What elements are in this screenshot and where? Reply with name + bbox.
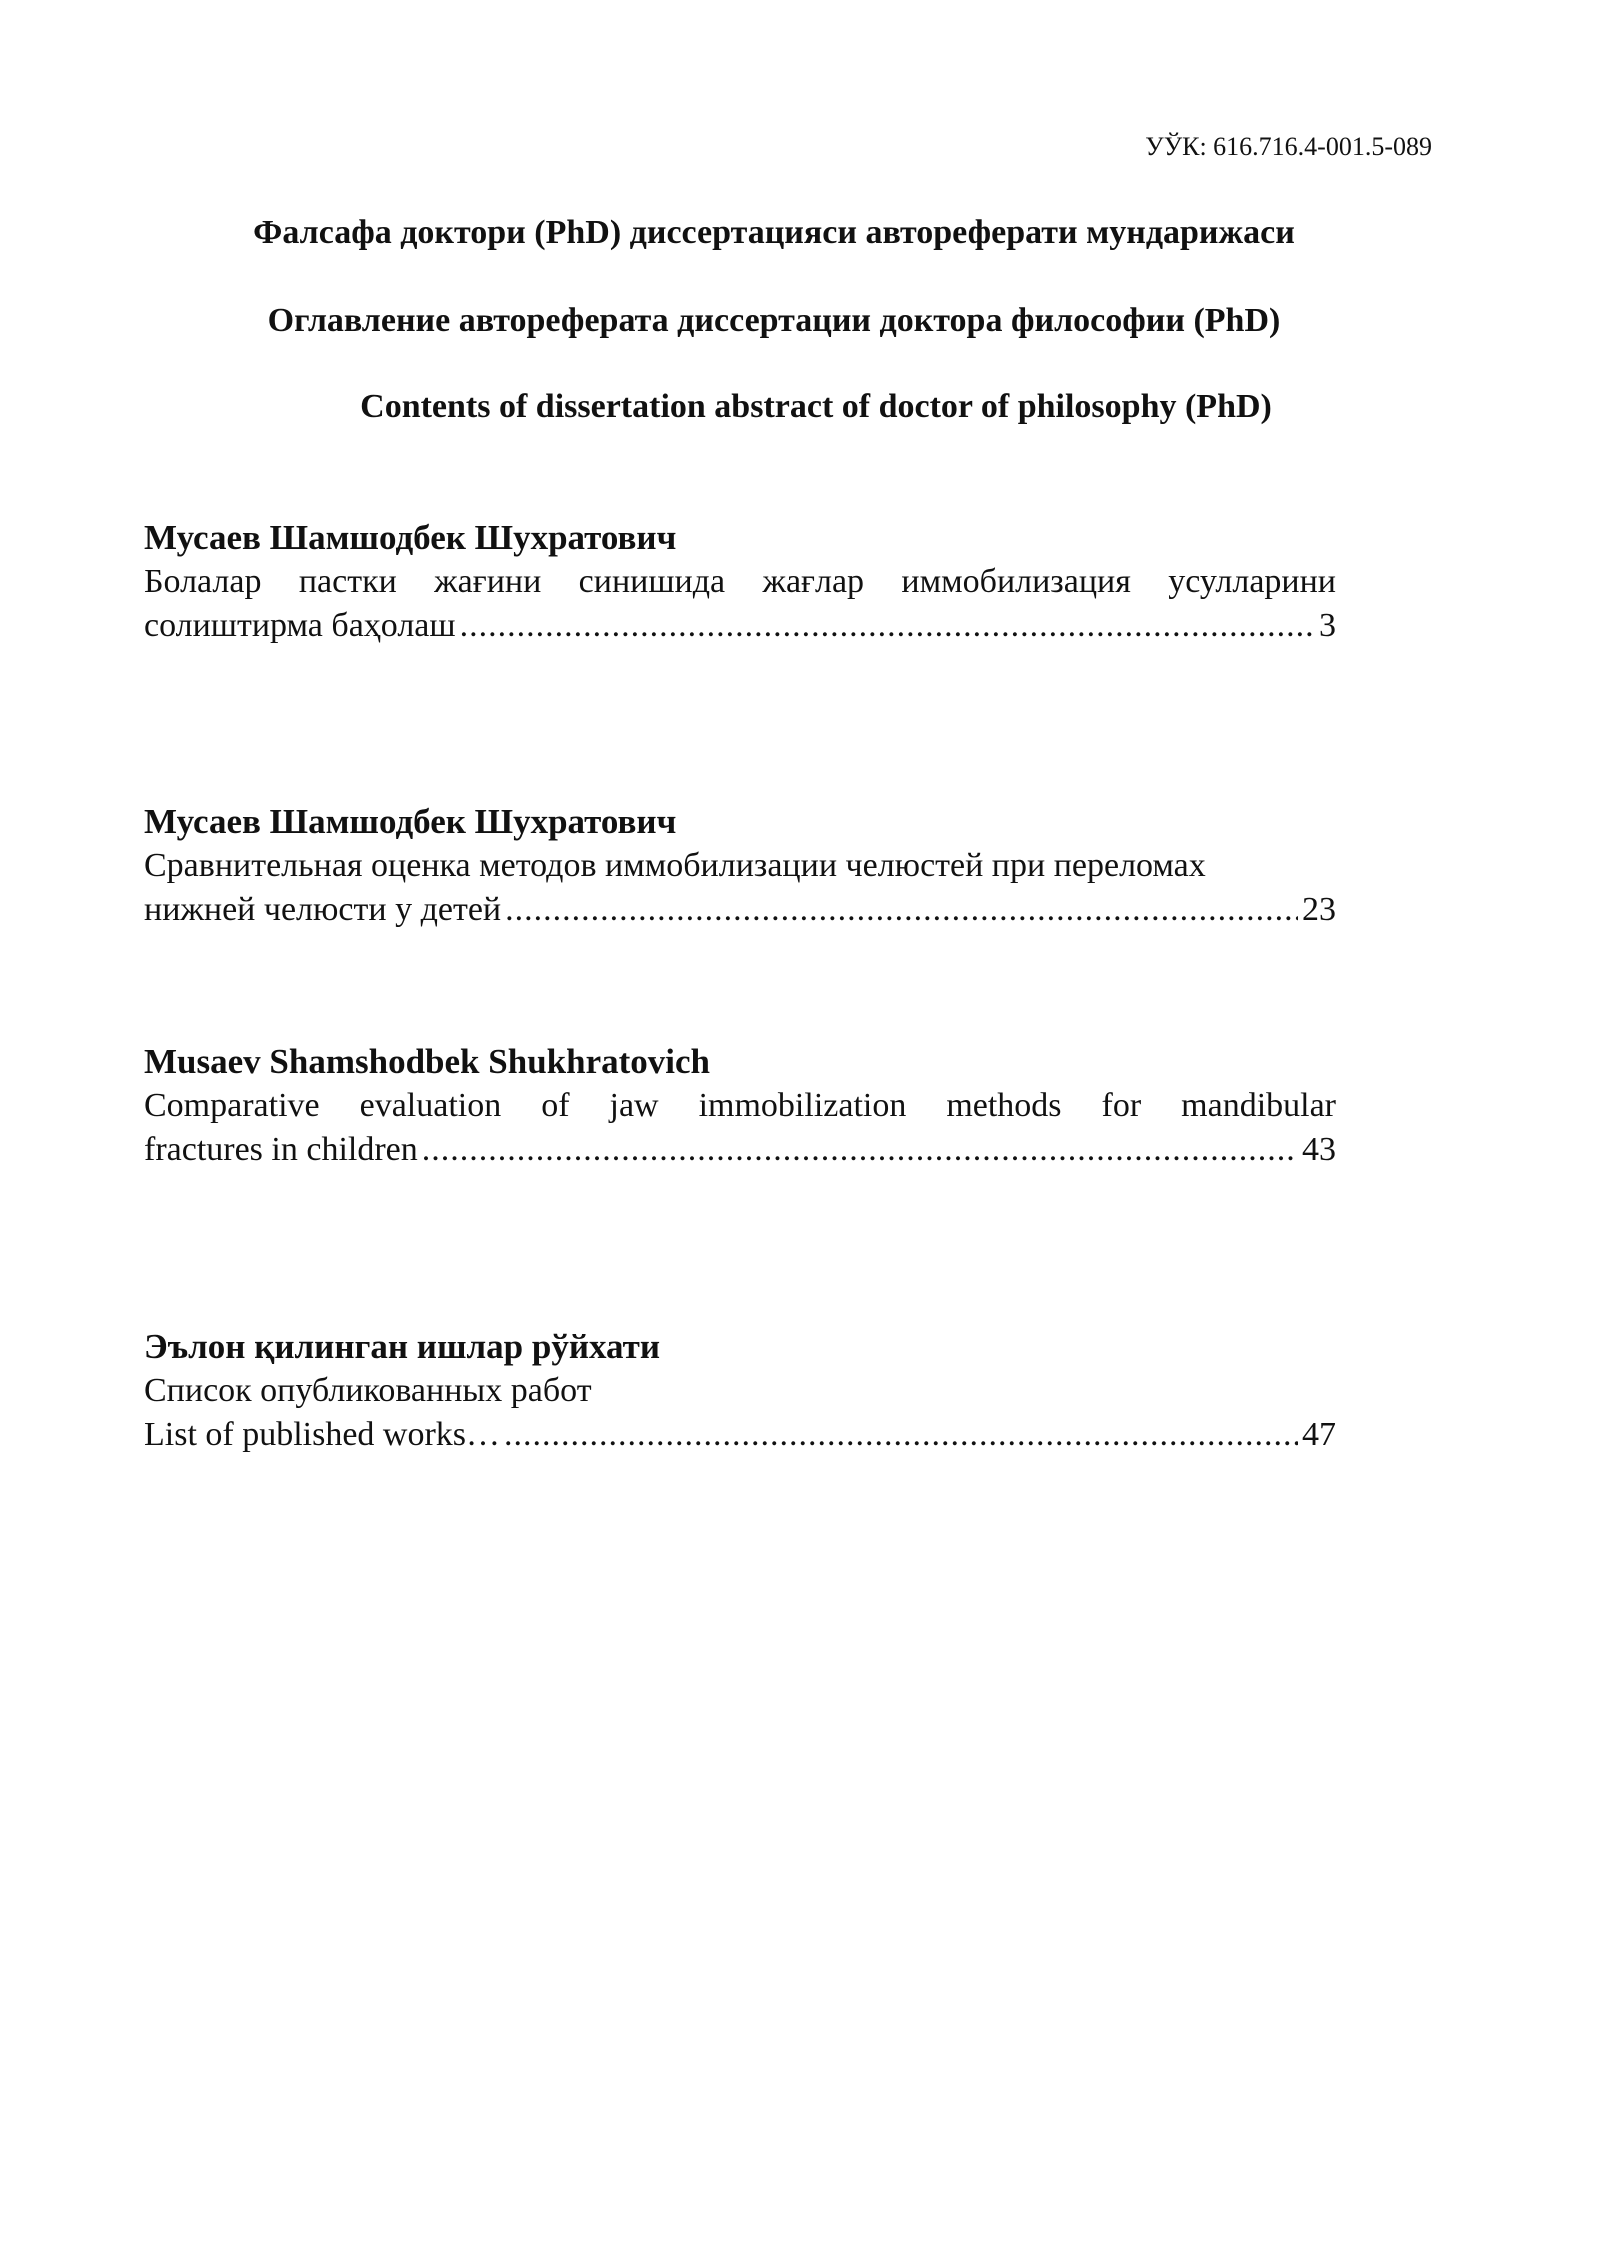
entry-title-line: Болалар пастки жағини синишида жағлар иммобилизация усулларини [144,563,1336,600]
entry-title-end: List of published works… [144,1416,501,1453]
page-number: 47 [1302,1416,1336,1453]
heading-uzbek: Фалсафа доктори (PhD) диссертацияси автореферати мундарижаси [253,214,1295,251]
entry-author: Musaev Shamshodbek Shukhratovich [144,1042,710,1081]
heading-russian: Оглавление автореферата диссертации доктора философии (PhD) [267,302,1281,339]
entry-leader-line [144,1413,1336,1457]
heading-english: Contents of dissertation abstract of doctor of philosophy (PhD) [360,388,1272,425]
toc-entry-uzbek [144,516,1336,648]
entry-leader-line [144,604,1336,648]
entry-leader-line [144,888,1336,932]
entry-author: Мусаев Шамшодбек Шухратович [144,802,677,841]
entry-title-end: нижней челюсти у детей [144,891,502,928]
page-number: 3 [1319,607,1336,644]
entry-title-line: Сравнительная оценка методов иммобилизации челюстей при переломах [144,847,1206,884]
dot-leader [505,888,1298,932]
entry-title-end: солиштирма баҳолаш [144,607,456,644]
toc-entry-english [144,1040,1336,1172]
entry-title-end: fractures in children [144,1131,418,1168]
entry-title-line: Comparative evaluation of jaw immobilization methods for mandibular [144,1087,1336,1124]
entry-author: Мусаев Шамшодбек Шухратович [144,518,677,557]
entry-heading: Эълон қилинган ишлар рўйхати [144,1327,660,1366]
dot-leader [504,1413,1298,1457]
dot-leader [460,604,1315,648]
toc-entry-russian [144,800,1336,932]
page-number: 43 [1302,1131,1336,1168]
toc-entry-publications [144,1325,1336,1457]
dot-leader [422,1128,1298,1172]
udk-code: УЎК: 616.716.4-001.5-089 [1145,132,1432,161]
entry-leader-line [144,1128,1336,1172]
entry-subtitle: Список опубликованных работ [144,1372,592,1409]
page-number: 23 [1302,891,1336,928]
